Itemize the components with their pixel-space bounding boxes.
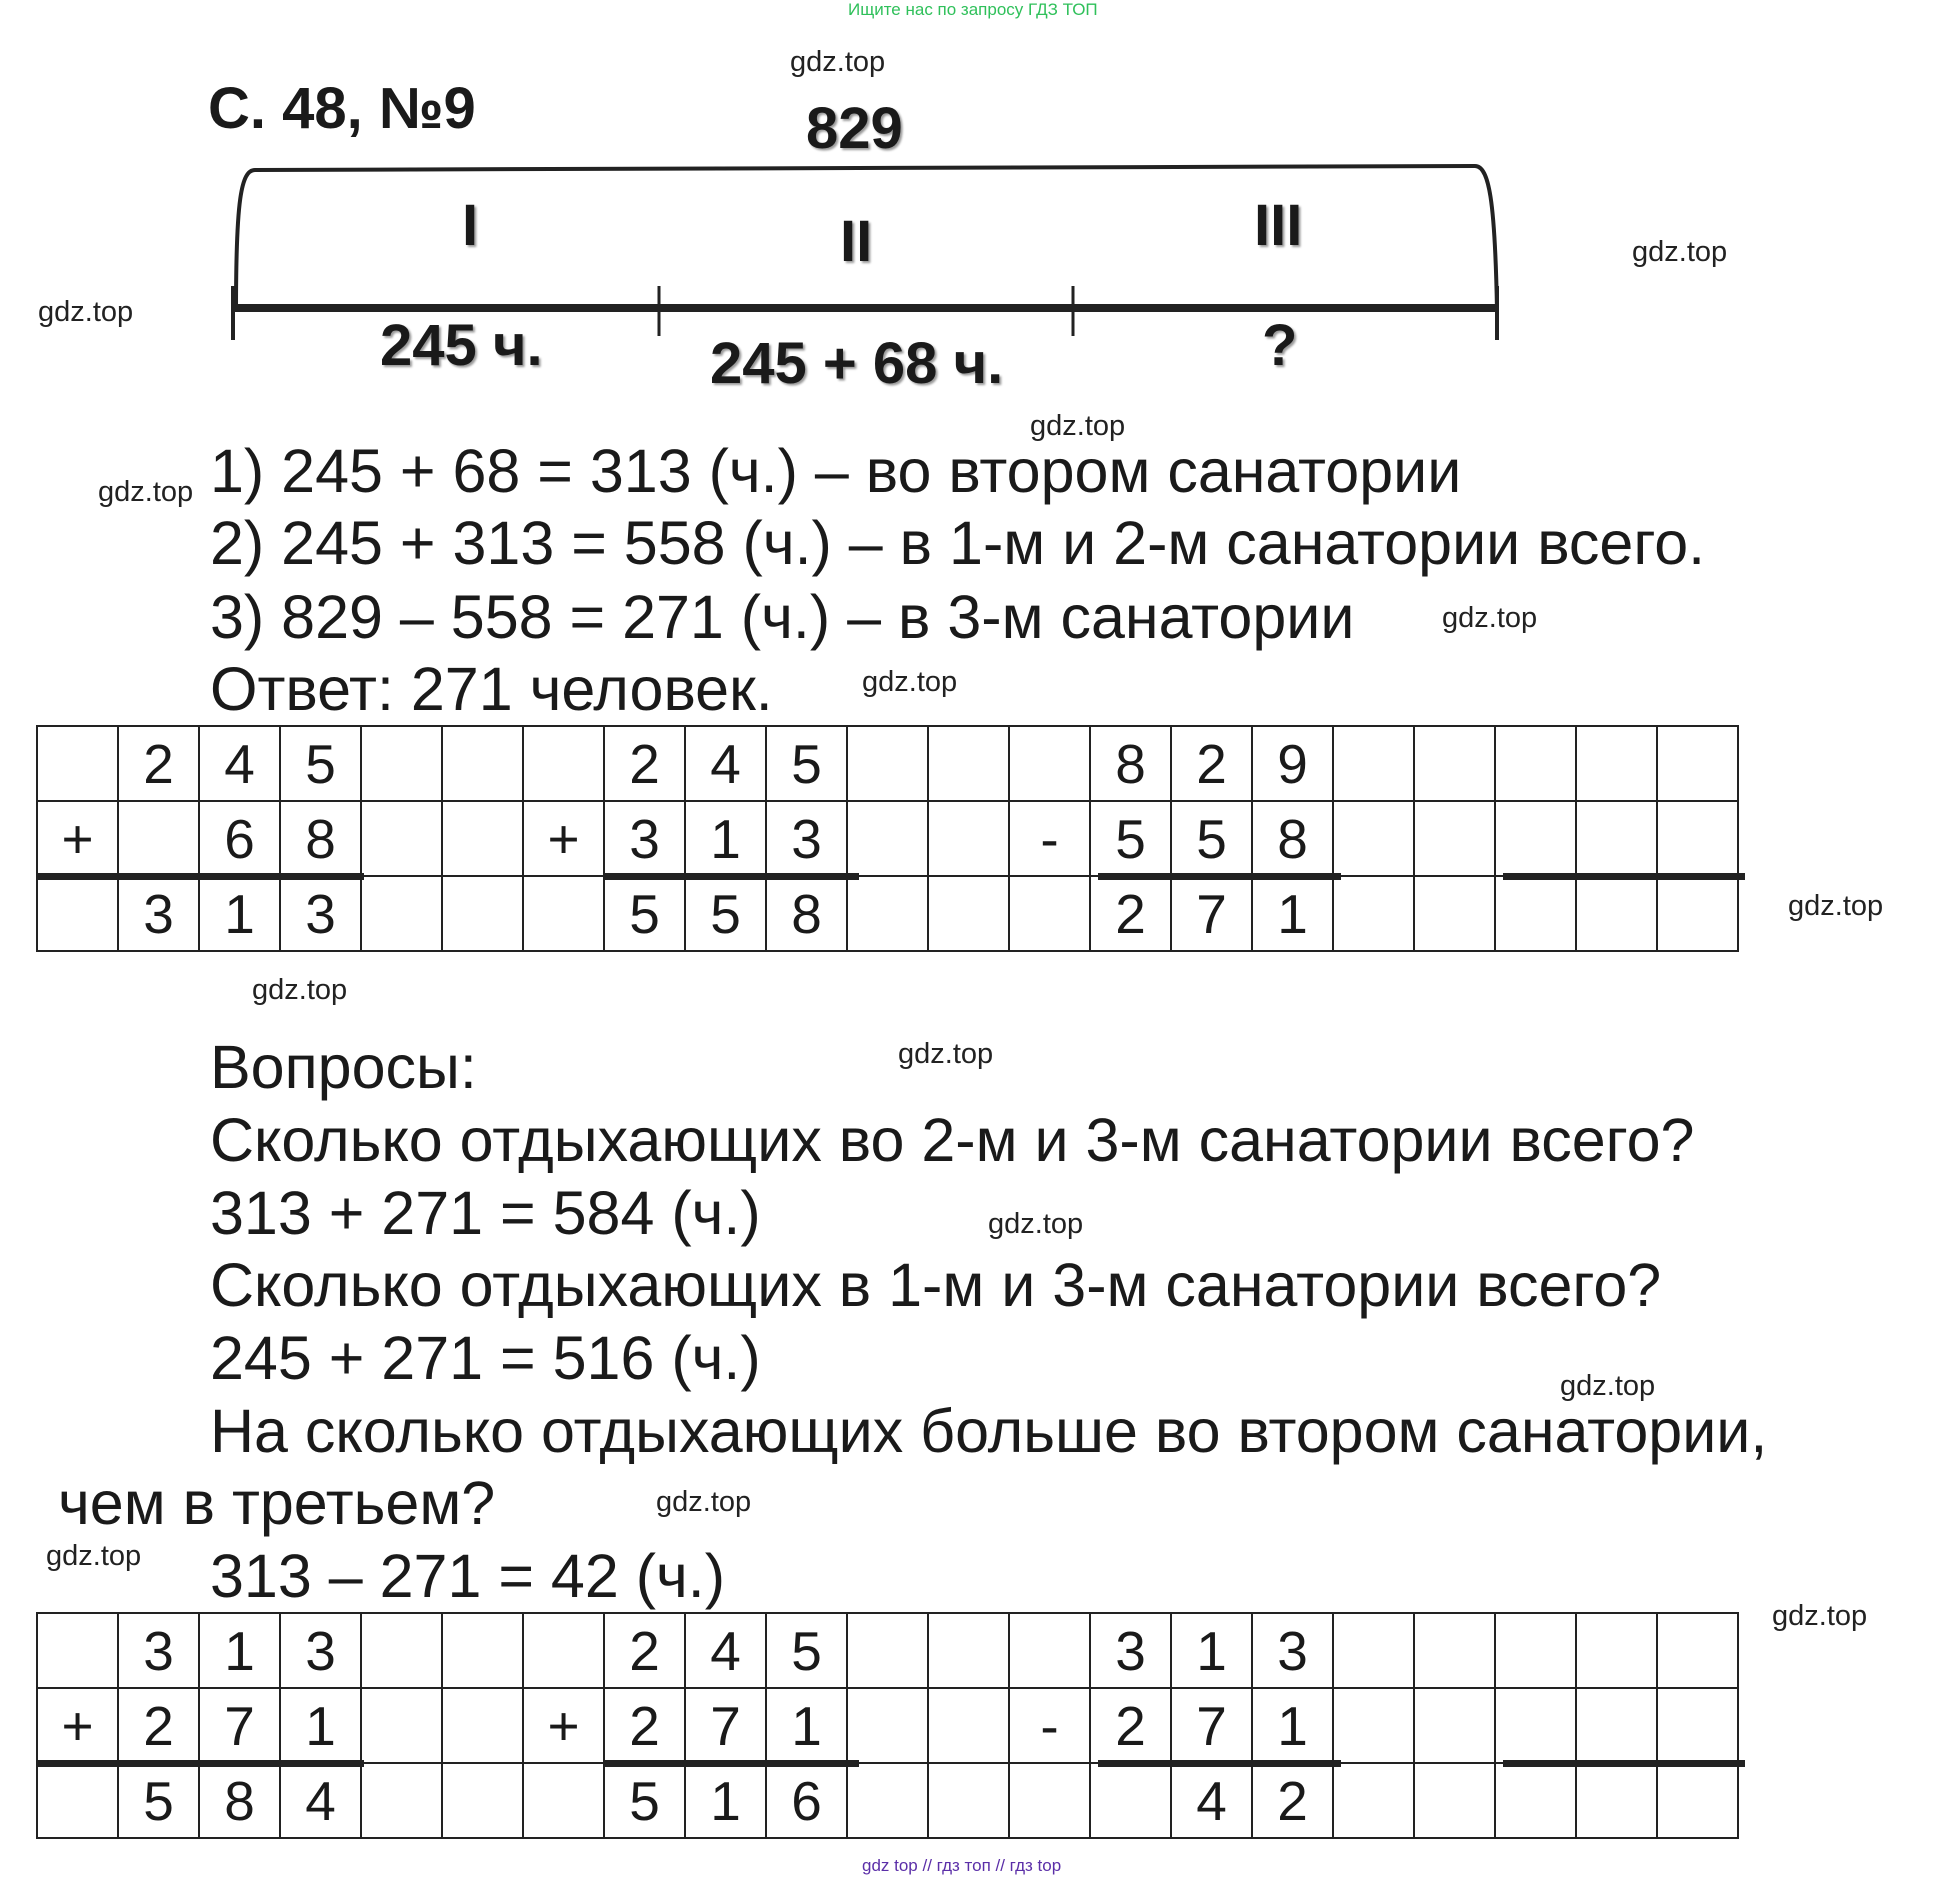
sum-underline-1c xyxy=(1098,873,1341,880)
grid2-cell xyxy=(523,1763,604,1838)
grid1-cell: + xyxy=(523,801,604,876)
grid2-cell: 2 xyxy=(118,1688,199,1763)
grid2-cell: 1 xyxy=(1252,1688,1333,1763)
footer-note: gdz top // гдз топ // гдз top xyxy=(862,1856,1062,1875)
watermark: gdz.top xyxy=(1772,1600,1868,1632)
watermark: gdz.top xyxy=(252,974,348,1006)
grid2-cell xyxy=(37,1613,118,1688)
grid2-cell: 1 xyxy=(280,1688,361,1763)
grid2-row xyxy=(37,1613,1738,1688)
grid1-cell xyxy=(1657,876,1738,951)
grid2-cell xyxy=(1576,1763,1657,1838)
section-label-3: III xyxy=(1254,193,1303,258)
question-2-answer: 245 + 271 = 516 (ч.) xyxy=(210,1324,761,1392)
grid1-cell xyxy=(1414,726,1495,801)
grid2-cell xyxy=(1495,1763,1576,1838)
grid1-cell: 4 xyxy=(685,726,766,801)
grid1-cell: 8 xyxy=(766,876,847,951)
sum-underline-1b xyxy=(603,873,859,880)
grid1-cell xyxy=(442,801,523,876)
grid2-cell: 5 xyxy=(604,1763,685,1838)
grid1-cell xyxy=(37,876,118,951)
grid2-cell: + xyxy=(37,1688,118,1763)
grid2-cell: 2 xyxy=(604,1613,685,1688)
top-search-note: Ищите нас по запросу ГДЗ ТОП xyxy=(848,0,1098,19)
grid2-cell: 4 xyxy=(1171,1763,1252,1838)
watermark: gdz.top xyxy=(98,476,194,508)
grid2-cell xyxy=(361,1688,442,1763)
grid2-cell xyxy=(1333,1688,1414,1763)
grid1-cell xyxy=(523,726,604,801)
grid2-cell: 7 xyxy=(199,1688,280,1763)
grid2-cell: 7 xyxy=(685,1688,766,1763)
grid1-cell: 4 xyxy=(199,726,280,801)
calculation-grid-2 xyxy=(36,1612,1739,1839)
grid1-cell xyxy=(1576,801,1657,876)
grid1-cell xyxy=(1009,876,1090,951)
solution-step-3: 3) 829 – 558 = 271 (ч.) – в 3-м санатории xyxy=(210,583,1355,651)
section-label-1: I xyxy=(462,193,479,258)
solution-step-2: 2) 245 + 313 = 558 (ч.) – в 1-м и 2-м санатории всего. xyxy=(210,509,1706,577)
grid1-cell: 5 xyxy=(1171,801,1252,876)
grid2-cell xyxy=(523,1613,604,1688)
grid1-cell xyxy=(1657,726,1738,801)
grid1-cell xyxy=(1009,726,1090,801)
grid1-cell xyxy=(928,876,1009,951)
solution-answer: Ответ: 271 человек. xyxy=(210,655,773,723)
watermark: gdz.top xyxy=(1560,1370,1656,1402)
grid2-cell xyxy=(1333,1613,1414,1688)
grid2-cell: 6 xyxy=(766,1763,847,1838)
question-3: На сколько отдыхающих больше во втором санатории, xyxy=(210,1397,1768,1465)
grid1-cell: - xyxy=(1009,801,1090,876)
segment-label-3: ? xyxy=(1262,313,1298,378)
watermark: gdz.top xyxy=(1442,602,1538,634)
sum-underline-2d xyxy=(1503,1760,1745,1767)
grid2-row xyxy=(37,1688,1738,1763)
sum-underline-1a xyxy=(36,873,364,880)
question-3-continued: чем в третьем? xyxy=(58,1469,496,1537)
grid2-cell xyxy=(1495,1688,1576,1763)
grid1-cell: 2 xyxy=(1090,876,1171,951)
grid1-cell: + xyxy=(37,801,118,876)
grid1-cell xyxy=(847,726,928,801)
grid1-row xyxy=(37,801,1738,876)
grid1-cell xyxy=(847,876,928,951)
grid2-cell: 8 xyxy=(199,1763,280,1838)
grid1-cell: 3 xyxy=(280,876,361,951)
grid2-cell: 1 xyxy=(766,1688,847,1763)
grid2-cell: 1 xyxy=(199,1613,280,1688)
grid1-cell: 8 xyxy=(1090,726,1171,801)
grid1-cell: 3 xyxy=(766,801,847,876)
grid1-cell xyxy=(1495,726,1576,801)
grid2-cell xyxy=(1657,1688,1738,1763)
grid1-cell xyxy=(1333,801,1414,876)
watermark: gdz.top xyxy=(46,1540,142,1572)
question-1-answer: 313 + 271 = 584 (ч.) xyxy=(210,1179,761,1247)
grid2-cell: 5 xyxy=(118,1763,199,1838)
sum-underline-2b xyxy=(603,1760,859,1767)
grid1-cell xyxy=(361,726,442,801)
sum-underline-1d xyxy=(1503,873,1745,880)
grid1-cell: 5 xyxy=(604,876,685,951)
grid2-cell xyxy=(928,1688,1009,1763)
grid2-cell xyxy=(361,1763,442,1838)
solution-step-1: 1) 245 + 68 = 313 (ч.) – во втором санатории xyxy=(210,437,1462,505)
grid1-cell: 5 xyxy=(766,726,847,801)
grid2-cell xyxy=(1576,1613,1657,1688)
grid1-cell xyxy=(1495,876,1576,951)
grid1-cell: 3 xyxy=(604,801,685,876)
grid2-cell xyxy=(442,1613,523,1688)
grid2-cell xyxy=(928,1763,1009,1838)
grid1-cell: 2 xyxy=(1171,726,1252,801)
grid1-cell: 1 xyxy=(199,876,280,951)
grid1-cell: 5 xyxy=(280,726,361,801)
grid1-cell xyxy=(1495,801,1576,876)
grid1-cell xyxy=(361,801,442,876)
grid2-cell: - xyxy=(1009,1688,1090,1763)
grid1-cell xyxy=(1333,726,1414,801)
grid2-cell: 3 xyxy=(1252,1613,1333,1688)
grid2-cell xyxy=(1414,1688,1495,1763)
grid2-cell xyxy=(928,1613,1009,1688)
grid1-cell: 2 xyxy=(604,726,685,801)
grid2-cell xyxy=(847,1763,928,1838)
grid1-cell xyxy=(1657,801,1738,876)
question-1: Сколько отдыхающих во 2-м и 3-м санатории всего? xyxy=(210,1106,1695,1174)
watermark: gdz.top xyxy=(898,1038,994,1070)
grid2-cell xyxy=(1333,1763,1414,1838)
watermark: gdz.top xyxy=(38,296,134,328)
grid2-cell: 3 xyxy=(118,1613,199,1688)
grid2-cell: 4 xyxy=(280,1763,361,1838)
grid2-cell xyxy=(442,1688,523,1763)
grid2-cell: 5 xyxy=(766,1613,847,1688)
grid1-cell xyxy=(442,876,523,951)
grid2-cell: 2 xyxy=(1090,1688,1171,1763)
grid2-cell: 4 xyxy=(685,1613,766,1688)
grid2-cell: 1 xyxy=(685,1763,766,1838)
watermark: gdz.top xyxy=(1632,236,1728,268)
grid1-cell xyxy=(1333,876,1414,951)
watermark: gdz.top xyxy=(1788,890,1884,922)
grid1-cell xyxy=(37,726,118,801)
watermark: gdz.top xyxy=(656,1486,752,1518)
grid1-cell xyxy=(1414,876,1495,951)
sum-underline-2c xyxy=(1098,1760,1341,1767)
grid1-cell: 8 xyxy=(280,801,361,876)
grid2-cell xyxy=(1009,1763,1090,1838)
grid1-cell xyxy=(361,876,442,951)
grid1-cell xyxy=(523,876,604,951)
grid2-cell xyxy=(442,1763,523,1838)
grid2-cell xyxy=(1657,1613,1738,1688)
grid1-cell xyxy=(442,726,523,801)
diagram-total: 829 xyxy=(806,96,903,161)
grid1-cell: 3 xyxy=(118,876,199,951)
watermark: gdz.top xyxy=(1030,410,1126,442)
grid1-cell xyxy=(1576,726,1657,801)
grid2-cell: 7 xyxy=(1171,1688,1252,1763)
grid1-cell xyxy=(118,801,199,876)
grid2-cell: 3 xyxy=(1090,1613,1171,1688)
grid2-row xyxy=(37,1763,1738,1838)
grid2-cell: + xyxy=(523,1688,604,1763)
question-2: Сколько отдыхающих в 1-м и 3-м санатории всего? xyxy=(210,1251,1662,1319)
sum-underline-2a xyxy=(36,1760,364,1767)
grid2-cell xyxy=(1009,1613,1090,1688)
grid2-cell xyxy=(1657,1763,1738,1838)
grid1-cell xyxy=(847,801,928,876)
grid2-cell xyxy=(37,1763,118,1838)
grid2-cell xyxy=(847,1613,928,1688)
grid2-cell xyxy=(1495,1613,1576,1688)
grid1-cell: 8 xyxy=(1252,801,1333,876)
grid1-cell xyxy=(1576,876,1657,951)
grid1-row xyxy=(37,726,1738,801)
grid2-cell xyxy=(1090,1763,1171,1838)
grid1-cell: 5 xyxy=(685,876,766,951)
grid1-cell: 5 xyxy=(1090,801,1171,876)
grid2-cell: 3 xyxy=(280,1613,361,1688)
page-title: С. 48, №9 xyxy=(208,76,476,141)
watermark: gdz.top xyxy=(862,666,958,698)
grid2-cell: 2 xyxy=(1252,1763,1333,1838)
watermark: gdz.top xyxy=(790,46,886,78)
grid1-cell xyxy=(1414,801,1495,876)
segment-label-2: 245 + 68 ч. xyxy=(710,331,1004,396)
questions-heading: Вопросы: xyxy=(210,1033,477,1101)
watermark: gdz.top xyxy=(988,1208,1084,1240)
section-label-2: II xyxy=(840,209,873,274)
grid2-cell xyxy=(361,1613,442,1688)
grid2-cell xyxy=(1414,1763,1495,1838)
grid1-cell xyxy=(928,726,1009,801)
grid1-row xyxy=(37,876,1738,951)
grid2-cell: 1 xyxy=(1171,1613,1252,1688)
grid2-cell: 2 xyxy=(604,1688,685,1763)
grid1-cell: 1 xyxy=(685,801,766,876)
grid1-cell xyxy=(928,801,1009,876)
grid2-cell xyxy=(1576,1688,1657,1763)
grid2-cell xyxy=(847,1688,928,1763)
question-3-answer: 313 – 271 = 42 (ч.) xyxy=(210,1542,726,1610)
grid1-cell: 2 xyxy=(118,726,199,801)
segment-label-1: 245 ч. xyxy=(380,313,543,378)
calculation-grid-1 xyxy=(36,725,1739,952)
grid1-cell: 7 xyxy=(1171,876,1252,951)
grid1-cell: 9 xyxy=(1252,726,1333,801)
grid1-cell: 6 xyxy=(199,801,280,876)
grid1-cell: 1 xyxy=(1252,876,1333,951)
grid2-cell xyxy=(1414,1613,1495,1688)
